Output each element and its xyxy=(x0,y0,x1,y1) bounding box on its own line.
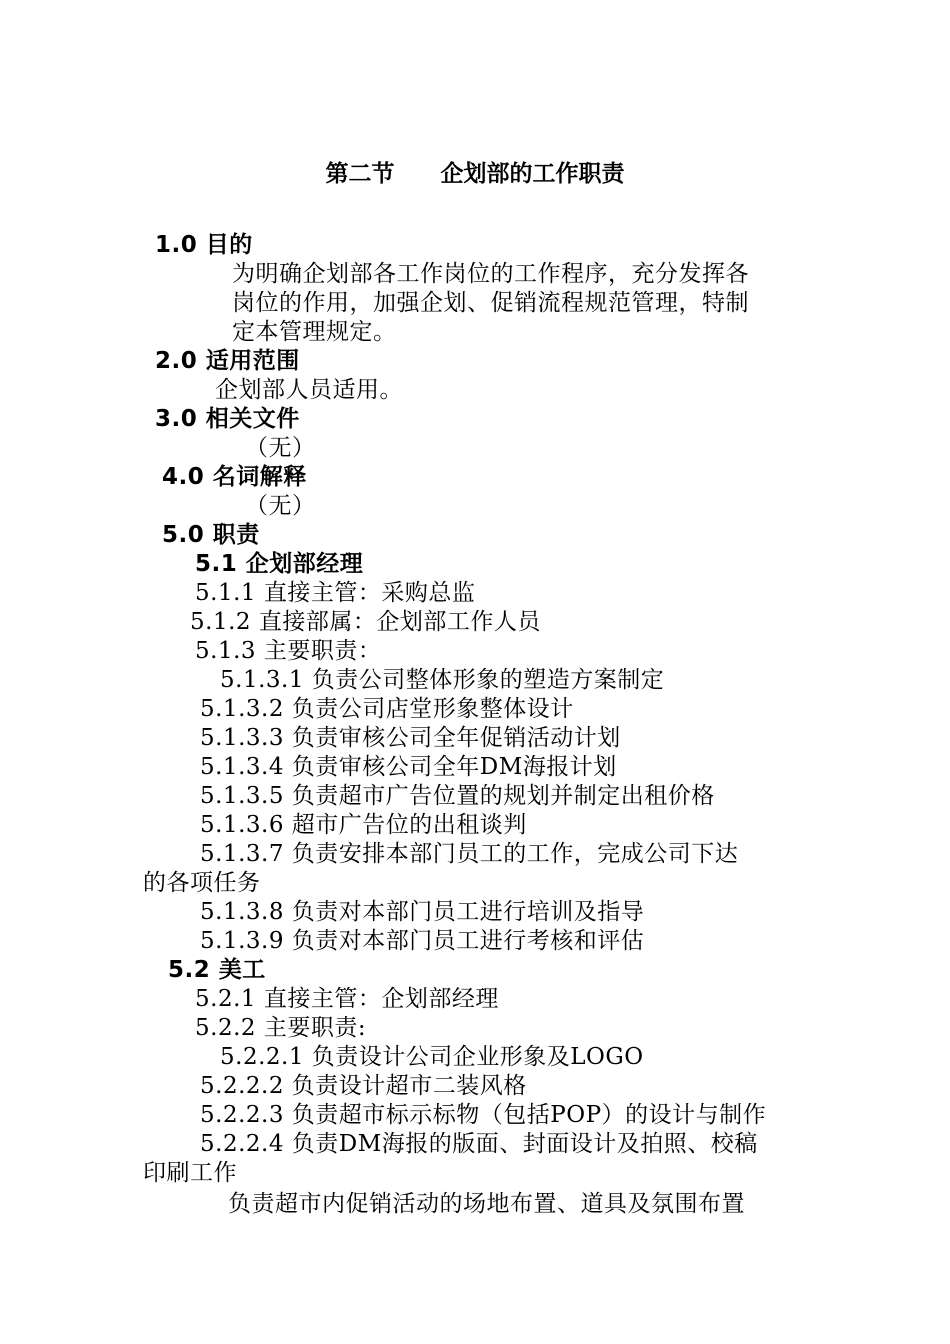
manager-duty-item: 5.1.3.3 负责审核公司全年促销活动计划 xyxy=(200,725,621,751)
manager-duty-item: 5.1.3.2 负责公司店堂形象整体设计 xyxy=(200,696,574,722)
manager-subordinates: 5.1.2 直接部属：企划部工作人员 xyxy=(190,609,541,635)
definitions-text: （无） xyxy=(245,493,316,519)
manager-duty-item: 5.1.3.7 负责安排本部门员工的工作，完成公司下达 xyxy=(200,841,739,867)
designer-duty-item-continued: 印刷工作 xyxy=(143,1160,237,1186)
designer-supervisor: 5.2.1 直接主管：企划部经理 xyxy=(195,986,499,1012)
designer-duty-item: 负责超市内促销活动的场地布置、道具及氛围布置 xyxy=(228,1191,745,1217)
section-heading-definitions: 4.0 名词解释 xyxy=(162,464,307,490)
page-title: 第二节 企划部的工作职责 xyxy=(325,161,625,187)
designer-duty-item: 5.2.2.4 负责DM海报的版面、封面设计及拍照、校稿 xyxy=(200,1131,758,1157)
manager-duty-item: 5.1.3.6 超市广告位的出租谈判 xyxy=(200,812,527,838)
subsection-heading-designer: 5.2 美工 xyxy=(168,957,266,983)
manager-duty-item: 5.1.3.1 负责公司整体形象的塑造方案制定 xyxy=(220,667,665,693)
section-heading-related-docs: 3.0 相关文件 xyxy=(155,406,300,432)
manager-supervisor: 5.1.1 直接主管：采购总监 xyxy=(195,580,476,606)
manager-duty-item: 5.1.3.9 负责对本部门员工进行考核和评估 xyxy=(200,928,645,954)
section-heading-purpose: 1.0 目的 xyxy=(155,232,253,258)
manager-duty-item: 5.1.3.4 负责审核公司全年DM海报计划 xyxy=(200,754,617,780)
manager-duty-item: 5.1.3.5 负责超市广告位置的规划并制定出租价格 xyxy=(200,783,715,809)
manager-duties-label: 5.1.3 主要职责： xyxy=(195,638,382,664)
section-heading-responsibilities: 5.0 职责 xyxy=(162,522,260,548)
related-docs-text: （无） xyxy=(245,435,316,461)
purpose-text-line: 岗位的作用，加强企划、促销流程规范管理，特制 xyxy=(232,290,749,316)
manager-duty-item-continued: 的各项任务 xyxy=(143,870,261,896)
section-heading-scope: 2.0 适用范围 xyxy=(155,348,300,374)
scope-text: 企划部人员适用。 xyxy=(215,377,403,403)
designer-duty-item: 5.2.2.1 负责设计公司企业形象及LOGO xyxy=(220,1044,644,1070)
subsection-heading-manager: 5.1 企划部经理 xyxy=(195,551,364,577)
manager-duty-item: 5.1.3.8 负责对本部门员工进行培训及指导 xyxy=(200,899,645,925)
designer-duty-item: 5.2.2.2 负责设计超市二装风格 xyxy=(200,1073,527,1099)
designer-duties-label: 5.2.2 主要职责: xyxy=(195,1015,367,1041)
purpose-text-line: 定本管理规定。 xyxy=(232,319,397,345)
purpose-text-line: 为明确企划部各工作岗位的工作程序，充分发挥各 xyxy=(232,261,749,287)
designer-duty-item: 5.2.2.3 负责超市标示标物（包括POP）的设计与制作 xyxy=(200,1102,767,1128)
